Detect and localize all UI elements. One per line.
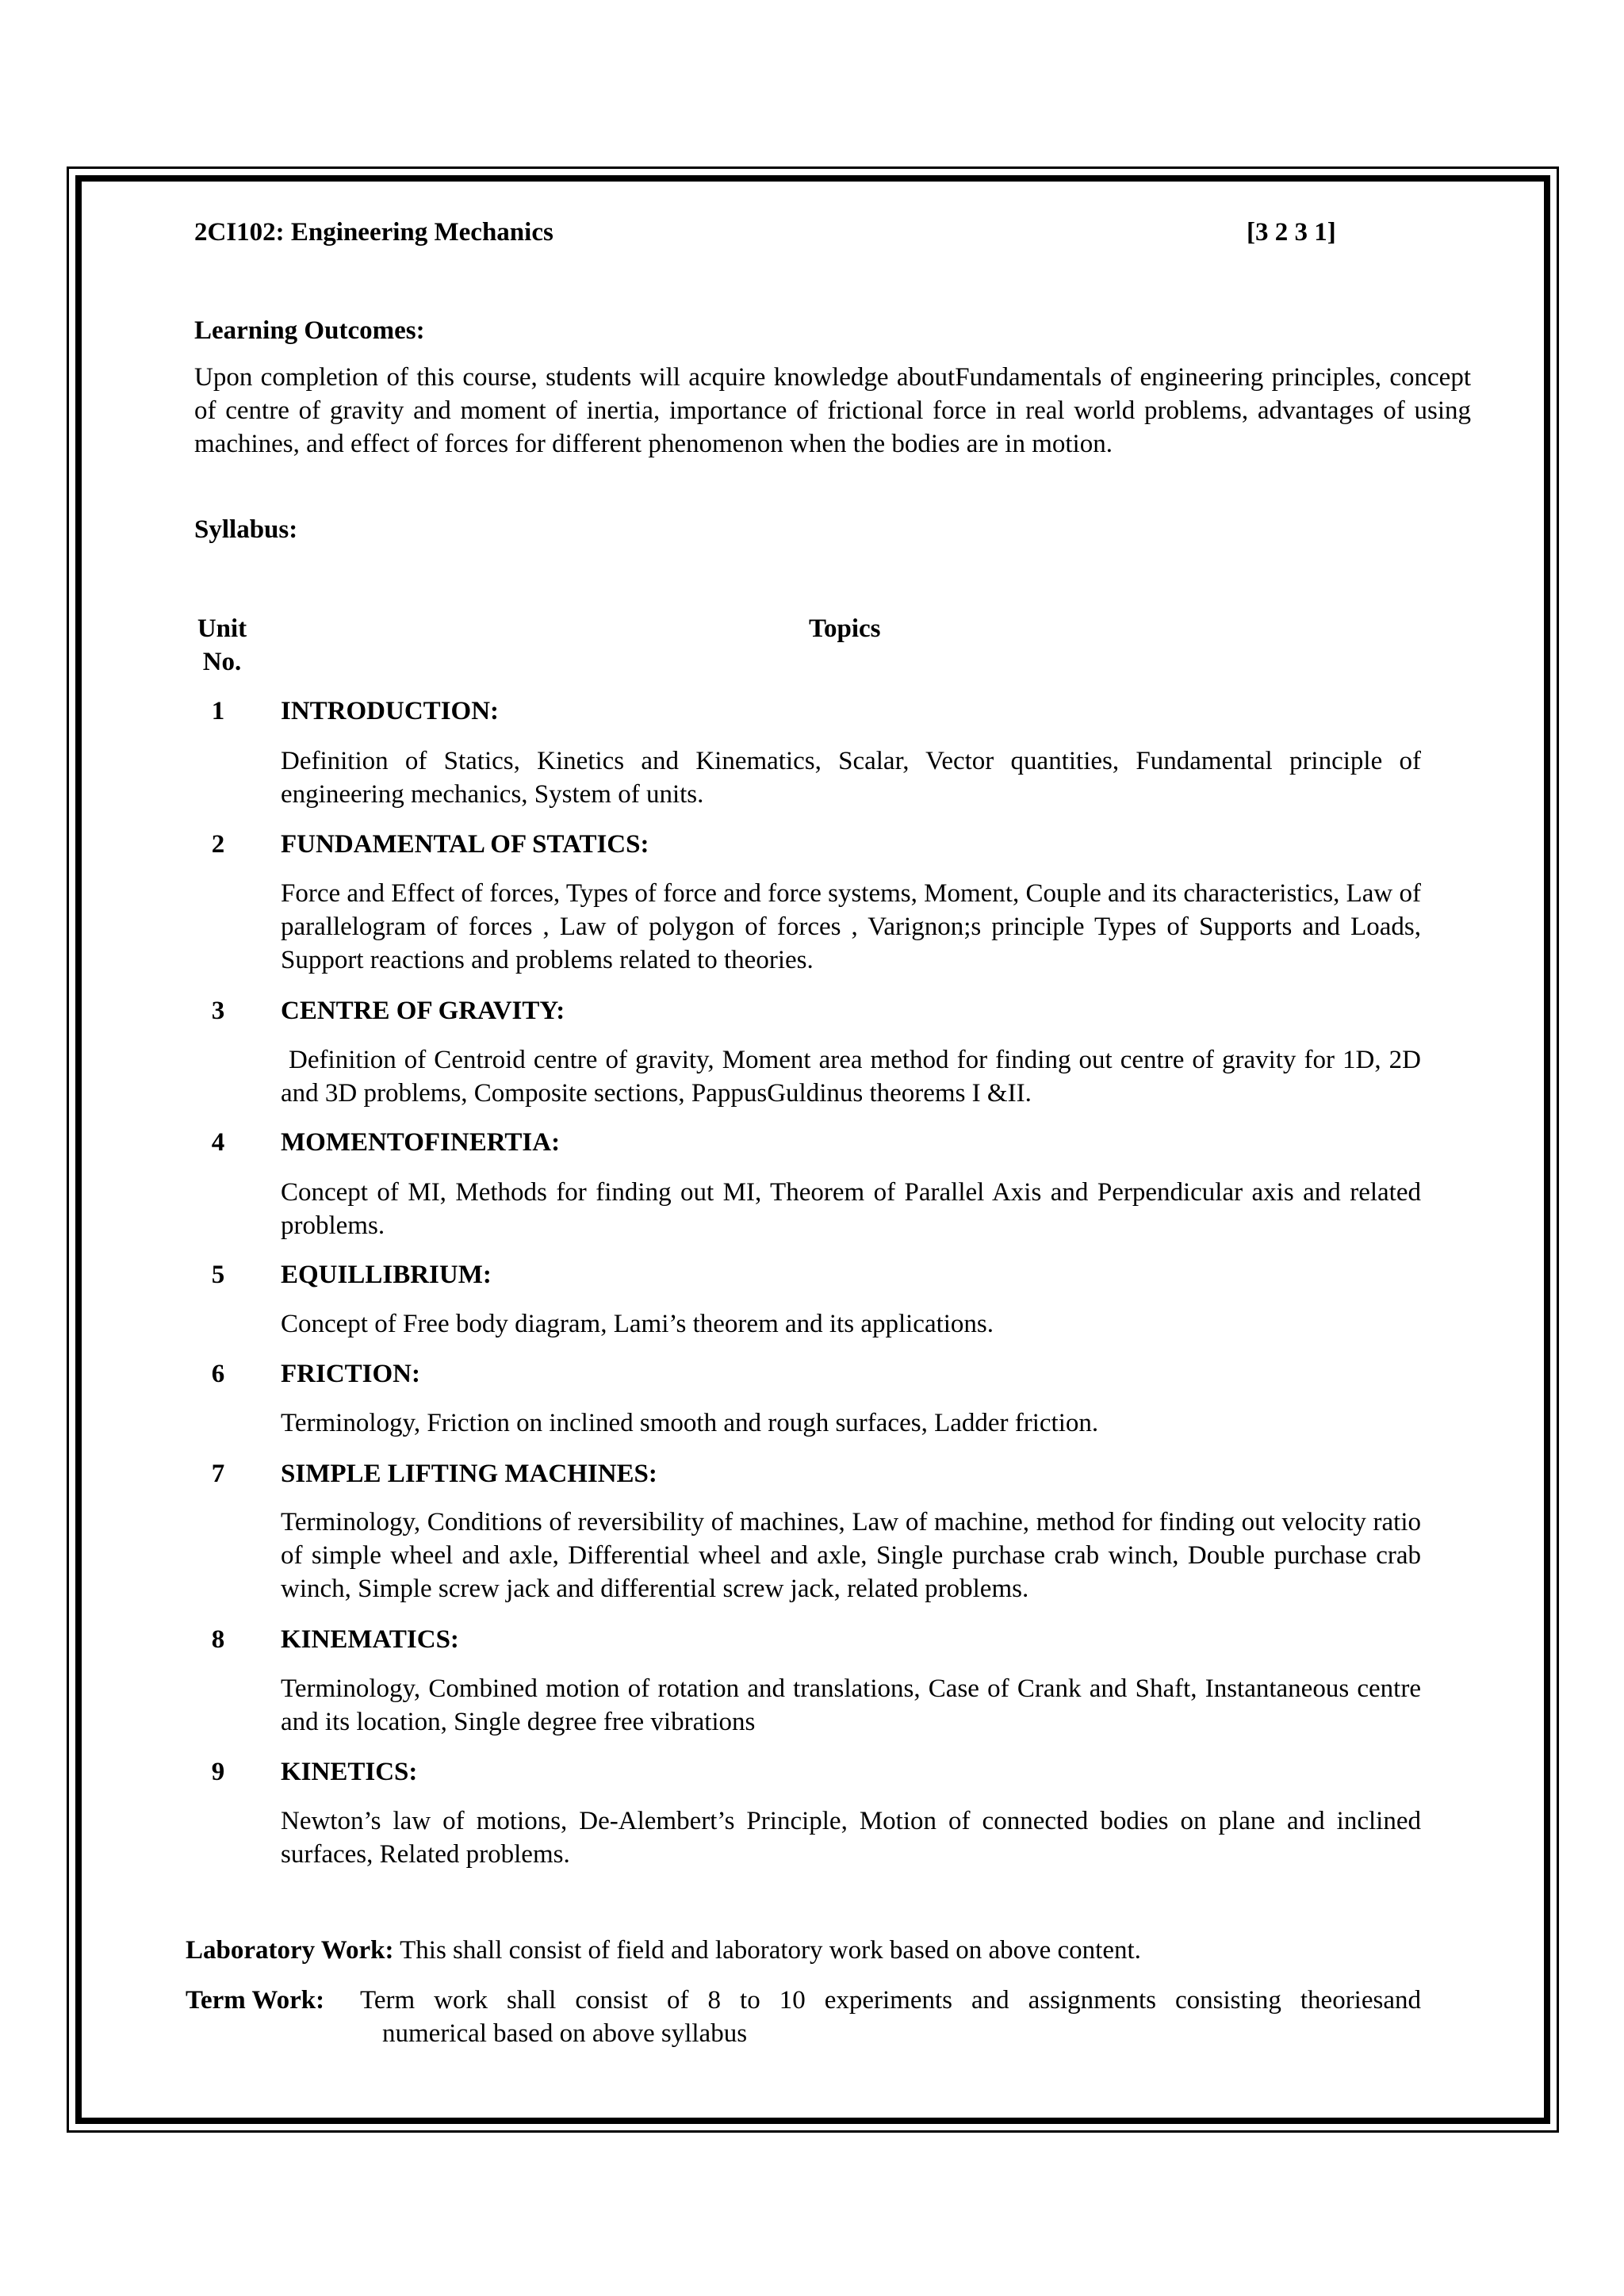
unit-description: Force and Effect of forces, Types of force and force systems, Moment, Couple and its characteristics, Law of parallelogram of forces , Law of polygon of forces , Varignon;s principle Types of Supports and Loads, Support reactions and problems related to theories. xyxy=(281,879,1421,974)
unit-description: Terminology, Combined motion of rotation and translations, Case of Crank and Shaft, Instantaneous centre and its location, Single degree free vibrations xyxy=(281,1674,1421,1736)
syllabus-heading: Syllabus: xyxy=(194,515,298,544)
topics-column-header: Topics xyxy=(809,614,881,643)
term-work-label: Term Work: xyxy=(186,1986,325,2015)
unit-description: Newton’s law of motions, De-Alembert’s Principle, Motion of connected bodies on plane and inclined surfaces, Related problems. xyxy=(281,1807,1421,1869)
unit-number: 5 xyxy=(211,1261,225,1289)
unit-number: 9 xyxy=(211,1758,225,1786)
unit-description: Terminology, Friction on inclined smooth and rough surfaces, Ladder friction. xyxy=(281,1409,1099,1437)
unit-number: 2 xyxy=(211,830,225,859)
course-credits: [3 2 3 1] xyxy=(1247,218,1336,247)
laboratory-work-label: Laboratory Work: xyxy=(186,1936,394,1965)
unit-title: FUNDAMENTAL OF STATICS: xyxy=(281,830,649,859)
learning-outcomes-text: Upon completion of this course, students will acquire knowledge aboutFundamentals of engineering principles, concept of centre of gravity and moment of inertia, importance of frictional force in real world problems, advantages of using machines, and effect of forces for different phenomenon when the bodies are in motion. xyxy=(194,363,1471,458)
unit-description: Concept of MI, Methods for finding out MI, Theorem of Parallel Axis and Perpendicular axis and related problems. xyxy=(281,1178,1421,1240)
unit-description: Terminology, Conditions of reversibility of machines, Law of machine, method for finding out velocity ratio of simple wheel and axle, Differential wheel and axle, Single purchase crab winch, Double purchase crab winch, Simple screw jack and differential screw jack, related problems. xyxy=(281,1508,1421,1603)
unit-description: Concept of Free body diagram, Lami’s theorem and its applications. xyxy=(281,1310,994,1338)
term-work-text-line1: Term work shall consist of 8 to 10 experiments and assignments consisting theoriesand xyxy=(360,1986,1421,2015)
unit-title: KINEMATICS: xyxy=(281,1625,459,1654)
learning-outcomes-heading: Learning Outcomes: xyxy=(194,316,425,345)
unit-title: FRICTION: xyxy=(281,1360,421,1388)
laboratory-work xyxy=(186,1934,1423,1967)
unit-title: MOMENTOFINERTIA: xyxy=(281,1128,561,1157)
unit-header-line1: Unit xyxy=(197,614,247,643)
unit-header-line2: No. xyxy=(202,648,242,676)
unit-title: SIMPLE LIFTING MACHINES: xyxy=(281,1460,657,1488)
unit-number: 4 xyxy=(211,1128,225,1157)
unit-number: 6 xyxy=(211,1360,225,1388)
unit-title: CENTRE OF GRAVITY: xyxy=(281,997,565,1025)
unit-number: 1 xyxy=(211,697,225,725)
unit-number: 3 xyxy=(211,997,225,1025)
term-work-text-line2: numerical based on above syllabus xyxy=(382,2019,748,2048)
unit-description: Definition of Statics, Kinetics and Kinematics, Scalar, Vector quantities, Fundamental principle of engineering mechanics, System of units. xyxy=(281,747,1421,809)
laboratory-work-text: This shall consist of field and laboratory work based on above content. xyxy=(393,1936,1141,1965)
unit-title: INTRODUCTION: xyxy=(281,697,500,725)
unit-description: Definition of Centroid centre of gravity, Moment area method for finding out centre of gravity for 1D, 2D and 3D problems, Composite sections, PappusGuldinus theorems I &II. xyxy=(281,1046,1421,1108)
unit-title: KINETICS: xyxy=(281,1758,418,1786)
unit-number: 8 xyxy=(211,1625,225,1654)
course-title: 2CI102: Engineering Mechanics xyxy=(194,218,553,247)
unit-title: EQUILLIBRIUM: xyxy=(281,1261,492,1289)
unit-no-column-header xyxy=(190,612,254,679)
unit-number: 7 xyxy=(211,1460,225,1488)
